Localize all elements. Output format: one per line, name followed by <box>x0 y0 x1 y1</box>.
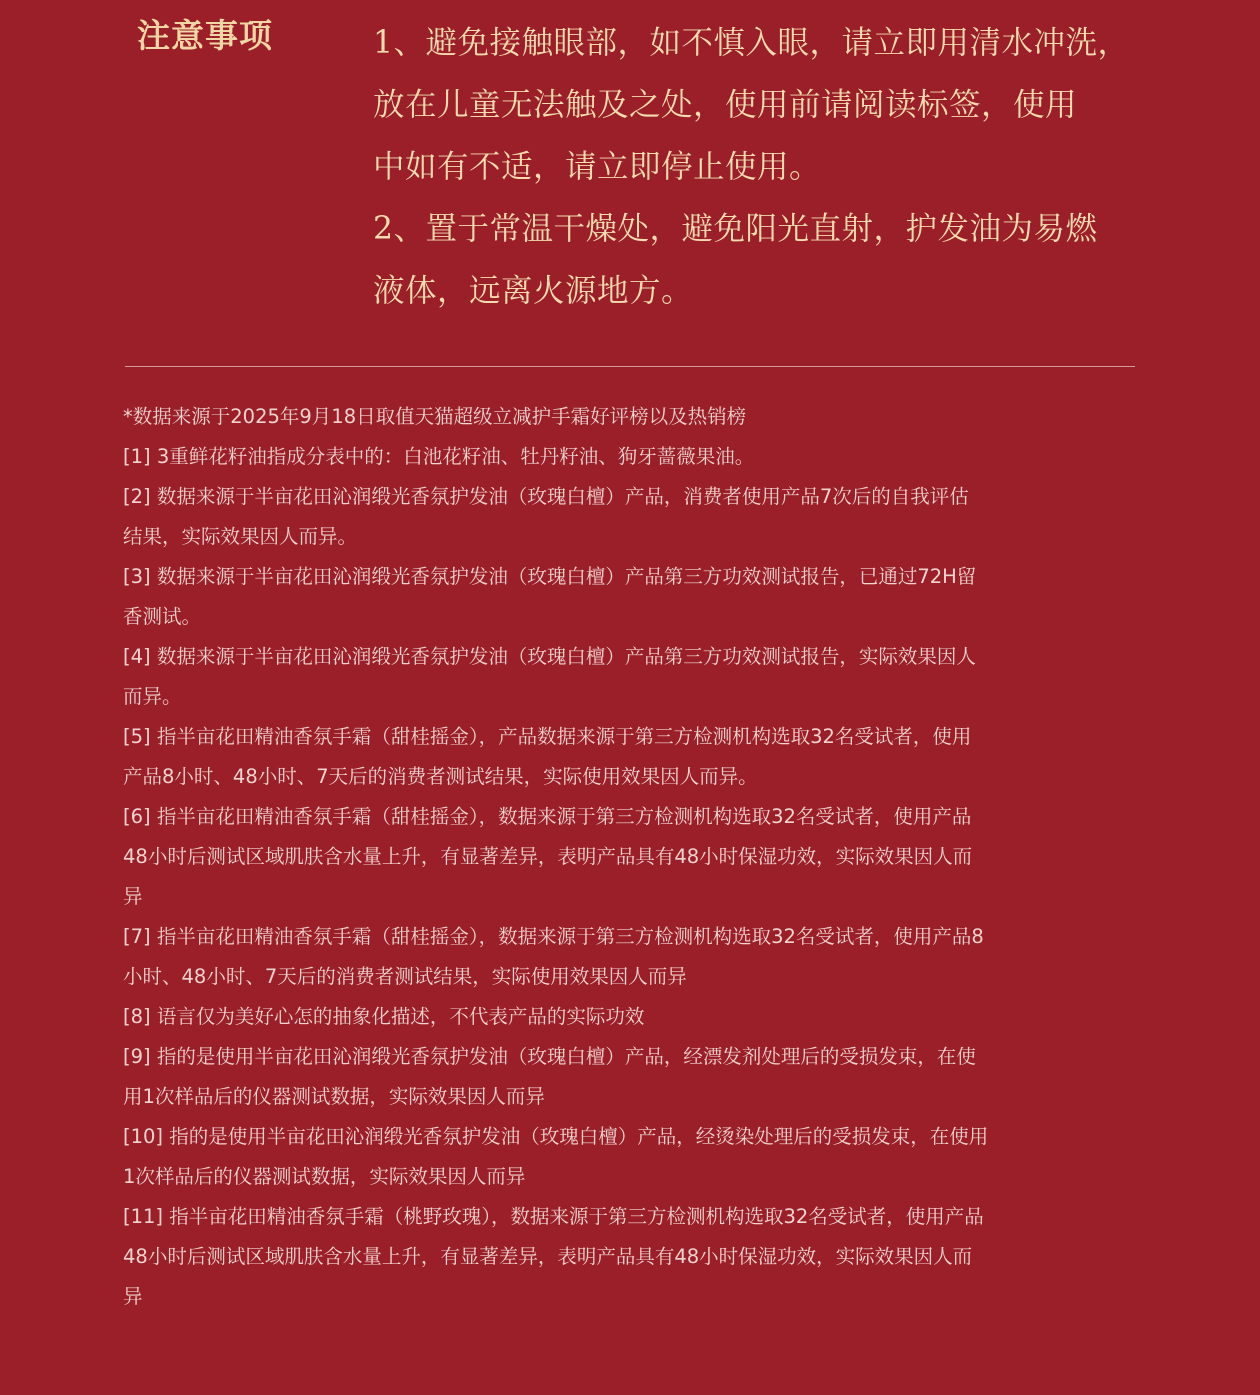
footnote-line: [7] 指半亩花田精油香氛手霜（甜桂摇金），数据来源于第三方检测机构选取32名受试者，使用产品8 <box>123 925 984 948</box>
caution-line: 放在儿童无法触及之处，使用前请阅读标签，使用 <box>373 87 1078 123</box>
footnote-line: [11] 指半亩花田精油香氛手霜（桃野玫瑰），数据来源于第三方检测机构选取32名受试者，使用产品 <box>123 1205 984 1228</box>
cautions-section <box>0 0 1260 330</box>
footnote-line: *数据来源于2025年9月18日取值天猫超级立减护手霜好评榜以及热销榜 <box>123 405 747 428</box>
footnote-line: [5] 指半亩花田精油香氛手霜（甜桂摇金），产品数据来源于第三方检测机构选取32名受试者，使用 <box>123 725 972 748</box>
footnote-line: 香测试。 <box>123 605 202 628</box>
footnote-line: [2] 数据来源于半亩花田沁润缎光香氛护发油（玫瑰白檀）产品，消费者使用产品7次后的自我评估 <box>123 485 969 508</box>
cautions-heading: 注意事项 <box>137 16 273 55</box>
footnote-line: [9] 指的是使用半亩花田沁润缎光香氛护发油（玫瑰白檀）产品，经漂发剂处理后的受损发束，在使 <box>123 1045 976 1068</box>
footnote-line: [4] 数据来源于半亩花田沁润缎光香氛护发油（玫瑰白檀）产品第三方功效测试报告，实际效果因人 <box>123 645 976 668</box>
footnote-line: [3] 数据来源于半亩花田沁润缎光香氛护发油（玫瑰白檀）产品第三方功效测试报告，已通过72H留 <box>123 565 977 588</box>
caution-line: 液体，远离火源地方。 <box>373 273 694 309</box>
footnote-line: 48小时后测试区域肌肤含水量上升，有显著差异，表明产品具有48小时保湿功效，实际效果因人而 <box>123 1245 973 1268</box>
footnotes-section <box>123 397 1143 1317</box>
section-divider <box>125 366 1135 367</box>
footnote-line: 1次样品后的仪器测试数据，实际效果因人而异 <box>123 1165 526 1188</box>
footnote-line: 异 <box>123 885 143 908</box>
footnote-line: [6] 指半亩花田精油香氛手霜（甜桂摇金），数据来源于第三方检测机构选取32名受试者，使用产品 <box>123 805 972 828</box>
footnote-line: 而异。 <box>123 685 182 708</box>
footnote-line: [10] 指的是使用半亩花田沁润缎光香氛护发油（玫瑰白檀）产品，经烫染处理后的受损发束，在使用 <box>123 1125 989 1148</box>
caution-line: 2、置于常温干燥处，避免阳光直射，护发油为易燃 <box>373 211 1098 247</box>
caution-line: 1、避免接触眼部，如不慎入眼，请立即用清水冲洗， <box>373 25 1130 61</box>
footnote-line: 用1次样品后的仪器测试数据，实际效果因人而异 <box>123 1085 545 1108</box>
cautions-body <box>373 12 1133 322</box>
footnote-line: 异 <box>123 1285 143 1308</box>
footnote-line: 小时、48小时、7天后的消费者测试结果，实际使用效果因人而异 <box>123 965 687 988</box>
footnote-line: [1] 3重鲜花籽油指成分表中的：白池花籽油、牡丹籽油、狗牙蔷薇果油。 <box>123 445 755 468</box>
footnote-line: [8] 语言仅为美好心怎的抽象化描述，不代表产品的实际功效 <box>123 1005 645 1028</box>
caution-line: 中如有不适，请立即停止使用。 <box>373 149 822 185</box>
footnote-line: 48小时后测试区域肌肤含水量上升，有显著差异，表明产品具有48小时保湿功效，实际效果因人而 <box>123 845 973 868</box>
footnote-line: 结果，实际效果因人而异。 <box>123 525 358 548</box>
footnote-line: 产品8小时、48小时、7天后的消费者测试结果，实际使用效果因人而异。 <box>123 765 758 788</box>
